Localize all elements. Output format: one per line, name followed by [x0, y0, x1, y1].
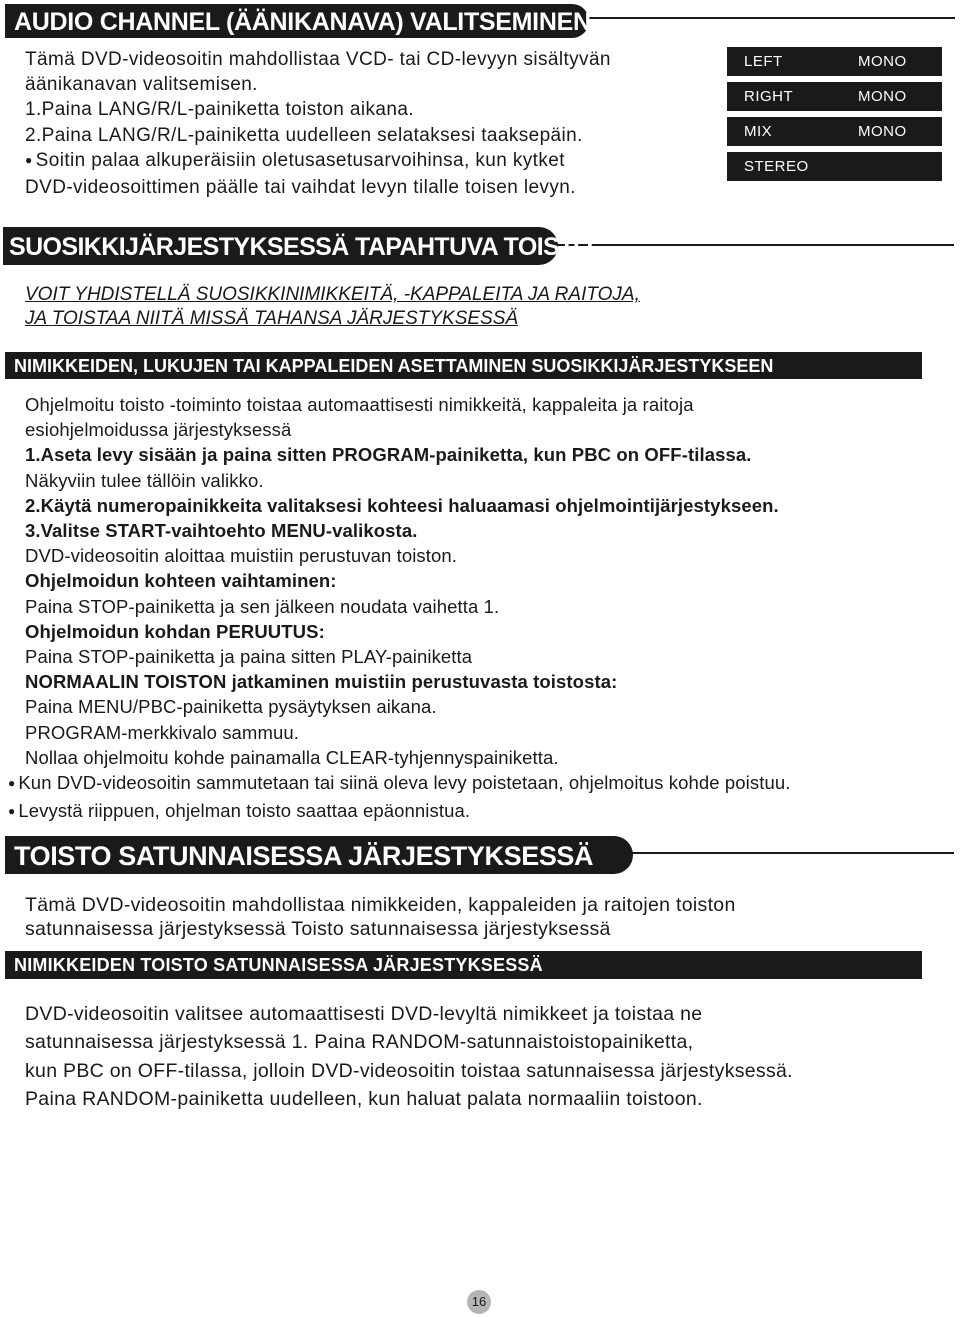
channel-mode: MONO	[858, 88, 907, 105]
section2-subtitle-line: VOIT YHDISTELLÄ SUOSIKKINIMIKKEITÄ, -KAPPALEITA JA RAITOJA,	[25, 284, 640, 305]
section2-subheading: Ohjelmoidun kohteen vaihtaminen:	[25, 570, 337, 592]
section2-line: esiohjelmoidussa järjestyksessä	[25, 419, 292, 441]
section3-line: satunnaisessa järjestyksessä 1. Paina RANDOM-satunnaistoistopainiketta,	[25, 1031, 694, 1054]
section1-bullet-line	[25, 148, 611, 175]
section3-rule	[600, 852, 954, 854]
section2-subtitle-line: JA TOISTAA NIITÄ MISSÄ TAHANSA JÄRJESTYKSESSÄ	[25, 308, 519, 329]
section1-line: äänikanavan valitsemisen.	[25, 74, 258, 96]
section2-line: DVD-videosoitin aloittaa muistiin perustuvan toiston.	[25, 545, 458, 567]
section3-title: TOISTO SATUNNAISESSA JÄRJESTYKSESSÄ	[5, 836, 633, 874]
section3-intro-line: satunnaisessa järjestyksessä Toisto satunnaisessa järjestyksessä	[25, 918, 611, 940]
channel-mode: MONO	[858, 123, 907, 140]
section2-line: Ohjelmoitu toisto -toiminto toistaa automaattisesti nimikkeitä, kappaleita ja raitoja	[25, 394, 694, 415]
section2-line: Näkyviin tulee tällöin valikko.	[25, 469, 264, 491]
section2-line: Nollaa ohjelmoitu kohde painamalla CLEAR-tyhjennyspainiketta.	[25, 746, 559, 768]
channel-name: MIX	[744, 123, 773, 140]
page-number: 16	[467, 1290, 491, 1314]
section2-rule	[530, 244, 954, 246]
section2-line: PROGRAM-merkkivalo sammuu.	[25, 721, 299, 743]
section3-intro-line: Tämä DVD-videosoitin mahdollistaa nimikkeiden, kappaleiden ja raitojen toiston	[25, 894, 736, 916]
section2-step: 2.Käytä numeropainikkeita valitaksesi kohteesi haluaamasi ohjelmointijärjestykseen.	[25, 494, 779, 516]
section1-line: 2.Paina LANG/R/L-painiketta uudelleen selataksesi taaksepäin.	[25, 124, 583, 146]
channel-name: STEREO	[744, 158, 809, 175]
section3-line: kun PBC on OFF-tilassa, jolloin DVD-videosoitin toistaa satunnaisessa järjestyksessä.	[25, 1059, 793, 1082]
section3-text	[25, 1000, 793, 1113]
section2-line: Paina STOP-painiketta ja sen jälkeen noudata vaihetta 1.	[25, 595, 500, 617]
section2-bullet-text: Levystä riippuen, ohjelman toisto saattaa epäonnistua.	[18, 800, 471, 822]
section3-bar: NIMIKKEIDEN TOISTO SATUNNAISESSA JÄRJESTYKSESSÄ	[5, 951, 922, 979]
section2-subheading: NORMAALIN TOISTON jatkaminen muistiin perustuvasta toistosta:	[25, 671, 618, 693]
section2-line: Paina STOP-painiketta ja paina sitten PLAY-painiketta	[25, 646, 473, 668]
section1-text	[25, 47, 611, 200]
channel-name: LEFT	[744, 53, 783, 70]
audio-channel-row-left	[727, 47, 942, 76]
channel-name: RIGHT	[744, 88, 794, 105]
section2-line: Paina MENU/PBC-painiketta pysäytyksen aikana.	[25, 696, 437, 718]
section2-bar: NIMIKKEIDEN, LUKUJEN TAI KAPPALEIDEN ASETTAMINEN SUOSIKKIJÄRJESTYKSEEN	[5, 352, 922, 379]
section2-bullet-text: Kun DVD-videosoitin sammutetaan tai siinä oleva levy poistetaan, ohjelmoitus kohde poistuu.	[18, 772, 791, 794]
section2-text	[18, 392, 791, 826]
section2-bullet-line	[8, 798, 791, 826]
audio-channel-row-right	[727, 82, 942, 111]
section2-subtitle	[25, 283, 640, 331]
section3-line: Paina RANDOM-painiketta uudelleen, kun haluat palata normaaliin toistoon.	[25, 1087, 703, 1110]
audio-channel-row-stereo	[727, 152, 942, 181]
channel-mode: MONO	[858, 53, 907, 70]
audio-channel-row-mix	[727, 117, 942, 146]
section1-bullet-text: Soitin palaa alkuperäisiin oletusasetusarvoihinsa, kun kytket	[35, 149, 565, 171]
section2-bullet-line	[8, 770, 791, 798]
section1-line: Tämä DVD-videosoitin mahdollistaa VCD- tai CD-levyyn sisältyvän	[25, 49, 611, 70]
section3-intro	[25, 893, 736, 941]
section1-line: DVD-videosoittimen päälle tai vaihdat levyn tilalle toisen levyn.	[25, 177, 576, 199]
section2-step: 1.Aseta levy sisään ja paina sitten PROGRAM-painiketta, kun PBC on OFF-tilassa.	[25, 444, 752, 466]
section3-line: DVD-videosoitin valitsee automaattisesti DVD-levyltä nimikkeet ja toistaa ne	[25, 1003, 703, 1025]
section2-subheading: Ohjelmoidun kohdan PERUUTUS:	[25, 620, 325, 642]
section2-title: SUOSIKKIJÄRJESTYKSESSÄ TAPAHTUVA TOISTO	[3, 227, 558, 265]
section1-title: AUDIO CHANNEL (ÄÄNIKANAVA) VALITSEMINEN	[5, 4, 589, 38]
section2-step: 3.Valitse START-vaihtoehto MENU-valikosta.	[25, 520, 418, 542]
section1-rule	[560, 17, 955, 19]
section1-line: 1.Paina LANG/R/L-painiketta toiston aikana.	[25, 99, 414, 121]
